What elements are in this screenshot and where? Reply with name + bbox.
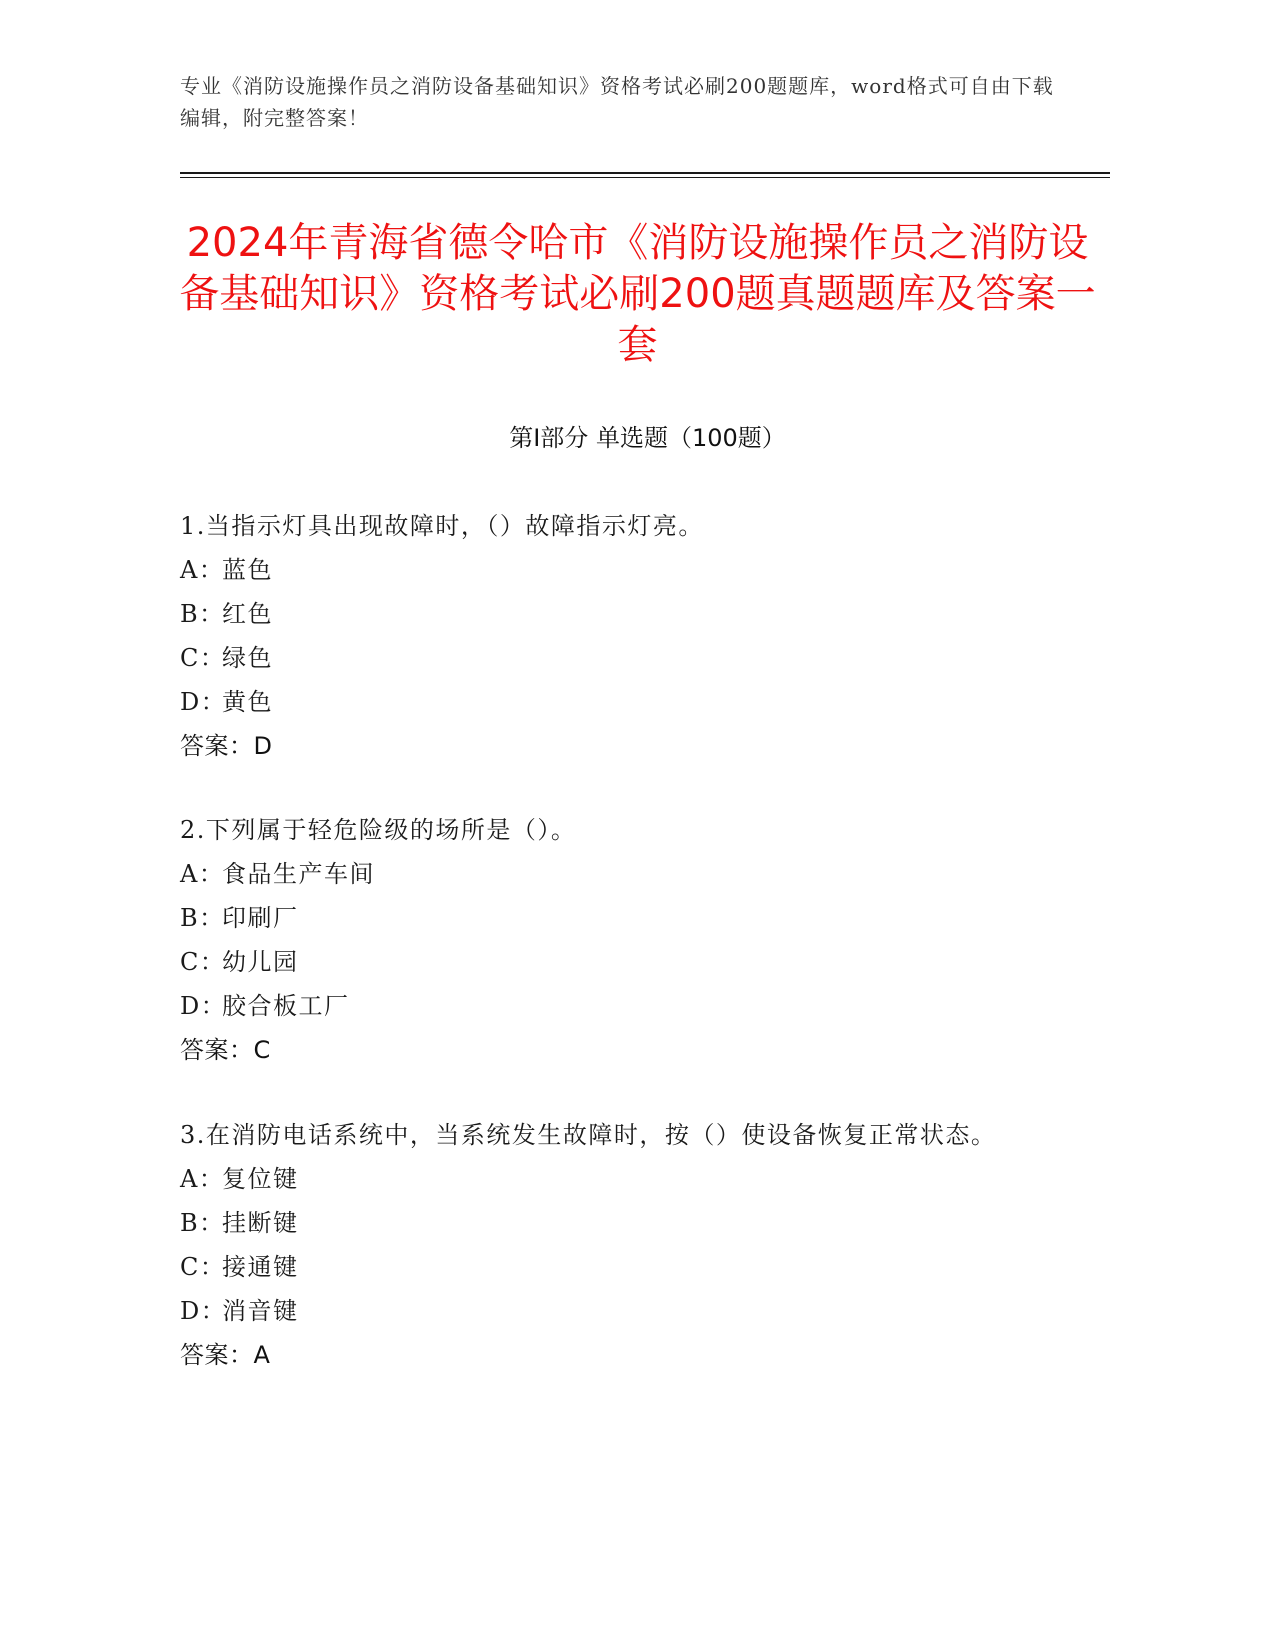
option-text: 挂断键 bbox=[222, 1209, 299, 1237]
option-letter: C： bbox=[180, 948, 226, 976]
option-letter: A： bbox=[180, 1165, 225, 1193]
option-c bbox=[180, 636, 1040, 680]
option-text: 食品生产车间 bbox=[222, 860, 375, 888]
option-text: 蓝色 bbox=[222, 556, 273, 584]
option-b bbox=[180, 896, 1040, 940]
option-a bbox=[180, 1157, 1040, 1201]
option-text: 绿色 bbox=[222, 644, 273, 672]
option-letter: C： bbox=[180, 1253, 226, 1281]
option-letter: D： bbox=[180, 688, 227, 716]
question-3 bbox=[180, 1113, 1040, 1377]
option-text: 接通键 bbox=[222, 1253, 299, 1281]
option-letter: D： bbox=[180, 992, 227, 1020]
header-divider-thin bbox=[180, 177, 1110, 178]
header-divider-thick bbox=[180, 172, 1110, 174]
option-c bbox=[180, 1245, 1040, 1289]
question-1 bbox=[180, 504, 1040, 768]
option-letter: D： bbox=[180, 1297, 227, 1325]
question-stem: 1.当指示灯具出现故障时，（）故障指示灯亮。 bbox=[180, 512, 704, 540]
answer: 答案：D bbox=[180, 732, 273, 760]
option-text: 黄色 bbox=[222, 688, 273, 716]
option-a bbox=[180, 548, 1040, 592]
option-letter: A： bbox=[180, 860, 225, 888]
option-letter: B： bbox=[180, 904, 225, 932]
section-title: 第Ⅰ部分 单选题（100题） bbox=[509, 424, 786, 452]
option-letter: B： bbox=[180, 600, 225, 628]
option-text: 印刷厂 bbox=[222, 904, 299, 932]
answer: 答案：C bbox=[180, 1036, 271, 1064]
option-text: 胶合板工厂 bbox=[222, 992, 350, 1020]
question-stem: 2.下列属于轻危险级的场所是（）。 bbox=[180, 816, 577, 844]
option-letter: A： bbox=[180, 556, 225, 584]
option-text: 幼儿园 bbox=[222, 948, 299, 976]
option-text: 红色 bbox=[222, 600, 273, 628]
header-note: 专业《消防设施操作员之消防设备基础知识》资格考试必刷200题题库，word格式可自由下载编辑，附完整答案！ bbox=[180, 74, 1054, 130]
option-text: 消音键 bbox=[222, 1297, 299, 1325]
question-stem: 3.在消防电话系统中，当系统发生故障时，按（）使设备恢复正常状态。 bbox=[180, 1121, 997, 1149]
option-b bbox=[180, 592, 1040, 636]
answer: 答案：A bbox=[180, 1341, 271, 1369]
option-d bbox=[180, 1289, 1040, 1333]
option-letter: B： bbox=[180, 1209, 225, 1237]
option-letter: C： bbox=[180, 644, 226, 672]
document-title: 2024年青海省德令哈市《消防设施操作员之消防设备基础知识》资格考试必刷200题真题题库及答案一套 bbox=[179, 220, 1096, 368]
option-d bbox=[180, 984, 1040, 1028]
option-a bbox=[180, 852, 1040, 896]
option-b bbox=[180, 1201, 1040, 1245]
option-text: 复位键 bbox=[222, 1165, 299, 1193]
question-2 bbox=[180, 808, 1040, 1072]
option-d bbox=[180, 680, 1040, 724]
option-c bbox=[180, 940, 1040, 984]
